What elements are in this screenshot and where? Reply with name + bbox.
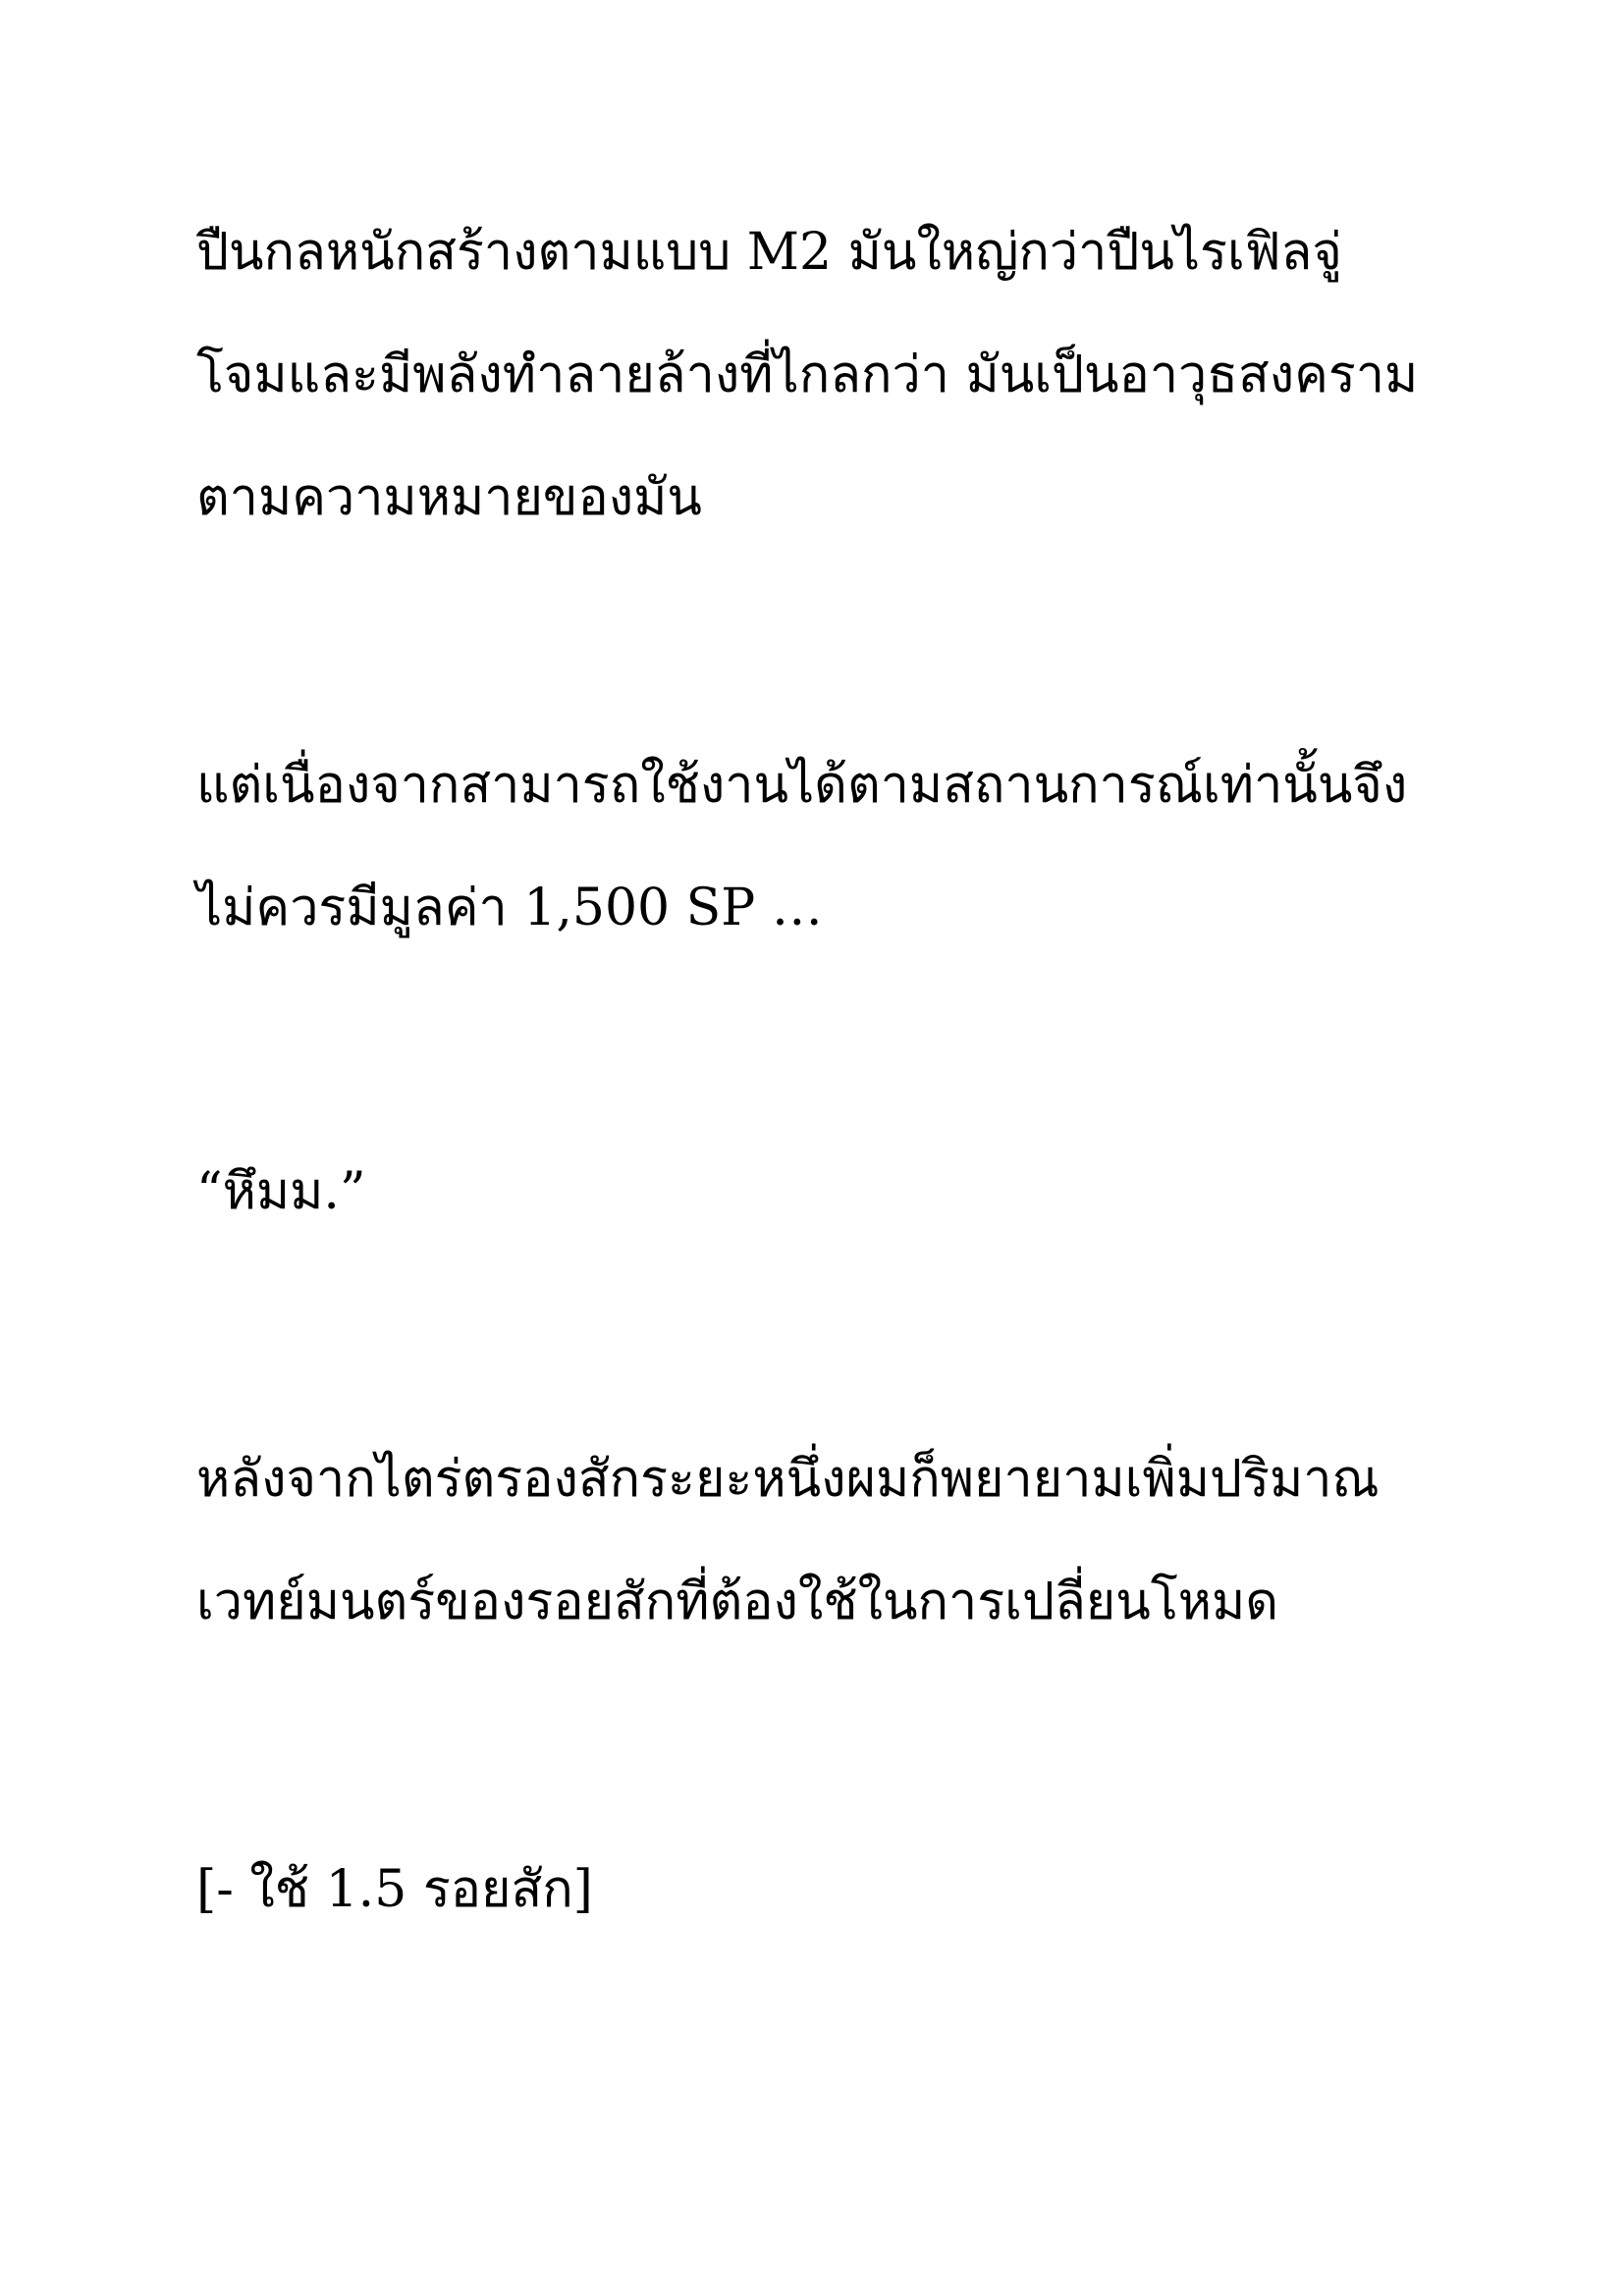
paragraph-2-line-2: ไม่ควรมีมูลค่า 1,500 SP … [196,879,823,937]
paragraph-1-line-3: ตามความหมายของมัน [196,468,702,527]
paragraph-3-line-1: “หึมม.” [196,1162,366,1221]
paragraph-1-line-1: ปืนกลหนักสร้างตามแบบ M2 มันใหญ่กว่าปืนไรเฟิลจู่ [196,223,1342,282]
paragraph-4-line-2: เวทย์มนตร์ของรอยสักที่ต้องใช้ในการเปลี่ยนโหมด [196,1573,1279,1631]
paragraph-5-line-1: [- ใช้ 1.5 รอยสัก] [196,1860,593,1919]
paragraph-4-line-1: หลังจากไตร่ตรองสักระยะหนึ่งผมก็พยายามเพิ่มปริมาณ [196,1450,1380,1509]
paragraph-1-line-2: โจมและมีพลังทำลายล้างที่ไกลกว่า มันเป็นอาวุธสงคราม [196,346,1419,404]
paragraph-2-line-1: แต่เนื่องจากสามารถใช้งานได้ตามสถานการณ์เท่านั้นจึง [196,756,1408,815]
